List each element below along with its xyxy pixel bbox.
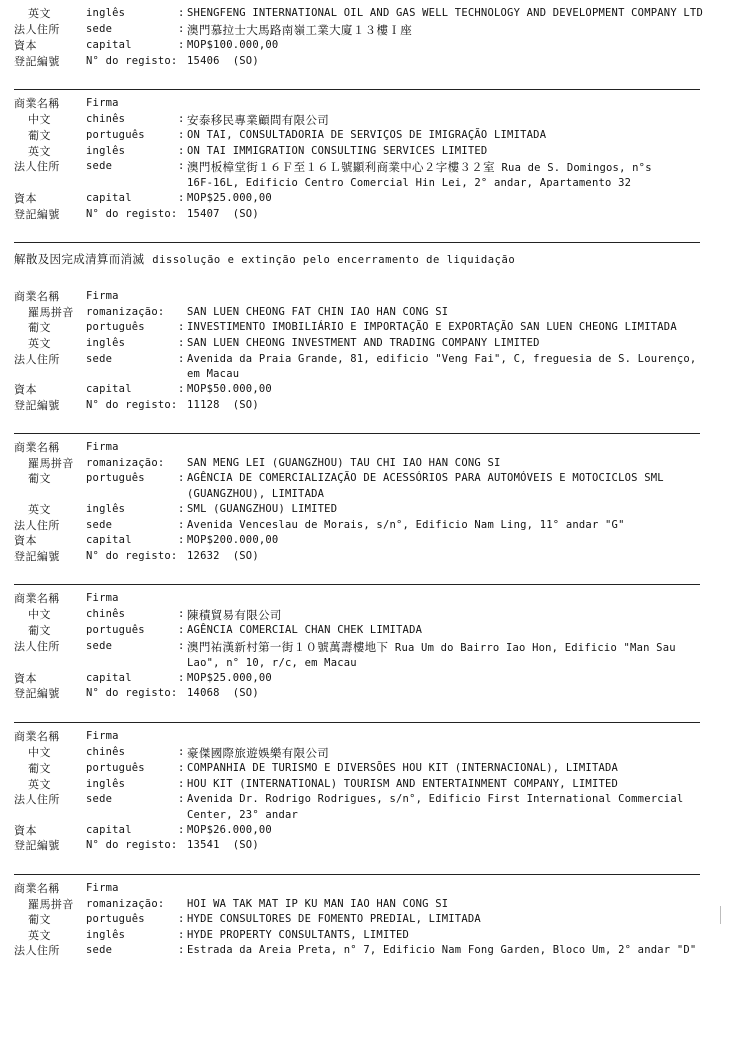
- label-portugues-cn: 葡文: [28, 761, 51, 775]
- value-registo: 15406 (SO): [187, 54, 259, 67]
- field-firma: [14, 96, 715, 112]
- value-sede: Avenida da Praia Grande, 81, edificio "Veng Fai", C, freguesia de S. Lourenço,: [187, 352, 697, 365]
- field-ingles: [14, 928, 715, 944]
- colon: :: [178, 472, 185, 485]
- label-ingles-cn: 英文: [28, 336, 51, 350]
- colon: :: [178, 7, 185, 19]
- colon: [178, 838, 187, 853]
- registry-entry: [0, 0, 729, 73]
- value-ingles: HYDE PROPERTY CONSULTANTS, LIMITED: [187, 928, 410, 941]
- colon: :: [178, 761, 185, 774]
- field-capital: [14, 533, 715, 549]
- colon: :: [178, 383, 185, 396]
- label-ingles-pt: inglês: [86, 928, 126, 941]
- label-ingles-pt: inglês: [86, 777, 126, 790]
- field-sede: [14, 639, 715, 656]
- label-registo-pt: N° do registo:: [86, 207, 178, 220]
- colon: :: [178, 129, 185, 142]
- label-firma-pt: Firma: [86, 592, 119, 605]
- value-capital: MOP$50.000,00: [187, 383, 272, 396]
- label-chines-pt: chinês: [86, 608, 126, 621]
- colon: :: [178, 793, 185, 806]
- value-sede: [187, 159, 715, 176]
- colon: :: [178, 518, 185, 531]
- field-portugues: [14, 128, 715, 144]
- label-ingles-pt: inglês: [86, 144, 126, 157]
- label-ingles-cn: 英文: [28, 777, 51, 791]
- field-registo: [14, 686, 715, 702]
- field-ingles: [14, 6, 715, 22]
- colon: [178, 207, 187, 222]
- field-chines: [14, 745, 715, 761]
- colon: [178, 305, 187, 320]
- field-portugues: [14, 623, 715, 639]
- field-sede: [14, 22, 715, 38]
- label-romanizacao-pt: romanização:: [86, 456, 165, 469]
- field-registo: [14, 549, 715, 565]
- colon: :: [178, 823, 185, 836]
- label-romanizacao-cn: 羅馬拼音: [28, 456, 74, 470]
- label-ingles-pt: inglês: [86, 336, 126, 349]
- label-portugues-cn: 葡文: [28, 624, 51, 638]
- label-registo-cn: 登記編號: [14, 839, 60, 853]
- label-firma-pt: Firma: [86, 97, 119, 110]
- label-registo-pt: N° do registo:: [86, 54, 178, 67]
- value-ingles: HOU KIT (INTERNATIONAL) TOURISM AND ENTERTAINMENT COMPANY, LIMITED: [187, 777, 619, 790]
- label-portugues-pt: português: [86, 472, 145, 485]
- field-sede: [14, 792, 715, 808]
- value-portugues: AGÊNCIA COMERCIAL CHAN CHEK LIMITADA: [187, 624, 423, 637]
- value-chines: 陳積貿易有限公司: [187, 608, 282, 623]
- colon: :: [178, 745, 185, 758]
- field-sede: [14, 943, 715, 959]
- value-sede: Estrada da Areia Preta, n° 7, Edificio Nam Fong Garden, Bloco Um, 2° andar "D": [187, 944, 697, 957]
- label-portugues-cn: 葡文: [28, 129, 51, 143]
- label-portugues-cn: 葡文: [28, 472, 51, 486]
- label-capital-pt: capital: [86, 383, 132, 396]
- label-ingles-cn: 英文: [28, 928, 51, 942]
- page-edge-mark: [710, 906, 721, 924]
- label-sede-pt: sede: [86, 160, 113, 173]
- colon: :: [178, 336, 185, 349]
- colon: [178, 897, 187, 912]
- label-chines-cn: 中文: [28, 608, 51, 622]
- label-sede-cn: 法人住所: [14, 518, 60, 532]
- label-portugues-pt: português: [86, 624, 145, 637]
- value-registo: 13541 (SO): [187, 839, 259, 852]
- label-portugues-cn: 葡文: [28, 913, 51, 927]
- label-sede-cn: 法人住所: [14, 944, 60, 958]
- field-capital: [14, 38, 715, 54]
- field-sede: [14, 159, 715, 176]
- value-ingles: ON TAI IMMIGRATION CONSULTING SERVICES LIMITED: [187, 144, 488, 157]
- colon: :: [178, 671, 185, 684]
- field-chines: [14, 607, 715, 623]
- field-portugues: [14, 761, 715, 777]
- label-registo-cn: 登記編號: [14, 687, 60, 701]
- label-portugues-pt: português: [86, 761, 145, 774]
- value-capital: MOP$100.000,00: [187, 38, 279, 51]
- value-romanizacao: SAN LUEN CHEONG FAT CHIN IAO HAN CONG SI: [187, 305, 449, 318]
- label-chines-cn: 中文: [28, 745, 51, 759]
- field-ingles: [14, 336, 715, 352]
- label-capital-pt: capital: [86, 534, 132, 547]
- field-romanizacao: [14, 305, 715, 321]
- field-portugues: [14, 471, 715, 487]
- label-sede-cn: 法人住所: [14, 352, 60, 366]
- value-registo: 15407 (SO): [187, 207, 259, 220]
- field-sede: [14, 352, 715, 368]
- value-sede: [187, 639, 715, 656]
- field-capital: [14, 382, 715, 398]
- value-sede-cjk: 澳門板樟堂街１６Ｆ至１６Ｌ號顯利商業中心２字樓３２室: [187, 160, 495, 175]
- label-capital-cn: 資本: [14, 534, 37, 548]
- colon: :: [178, 624, 185, 637]
- colon: :: [178, 352, 185, 365]
- field-capital: [14, 191, 715, 207]
- value-capital: MOP$200.000,00: [187, 534, 279, 547]
- label-portugues-pt: português: [86, 913, 145, 926]
- field-portugues: [14, 320, 715, 336]
- colon: :: [178, 608, 185, 621]
- label-portugues-pt: português: [86, 321, 145, 334]
- value-sede: 澳門慕拉士大馬路南嶺工業大廈１３樓Ｉ座: [187, 22, 413, 37]
- label-sede-pt: sede: [86, 793, 113, 806]
- label-registo-pt: N° do registo:: [86, 839, 178, 852]
- value-sede: Avenida Dr. Rodrigo Rodrigues, s/n°, Edificio First International Commercial: [187, 793, 684, 806]
- value-capital: MOP$25.000,00: [187, 192, 272, 205]
- label-chines-pt: chinês: [86, 112, 126, 125]
- label-romanizacao-cn: 羅馬拼音: [28, 897, 74, 911]
- label-firma-cn: 商業名稱: [14, 97, 60, 111]
- label-registo-cn: 登記編號: [14, 549, 60, 563]
- value-chines: 豪傑國際旅遊娛樂有限公司: [187, 745, 330, 760]
- label-sede-cn: 法人住所: [14, 639, 60, 653]
- colon: :: [178, 38, 185, 51]
- label-registo-cn: 登記編號: [14, 398, 60, 412]
- colon: [178, 686, 187, 701]
- colon: :: [178, 534, 185, 547]
- label-romanizacao-pt: romanização:: [86, 897, 165, 910]
- label-capital-cn: 資本: [14, 192, 37, 206]
- label-capital-cn: 資本: [14, 823, 37, 837]
- field-registo: [14, 54, 715, 70]
- field-registo: [14, 838, 715, 854]
- label-registo-pt: N° do registo:: [86, 398, 178, 411]
- colon: :: [178, 777, 185, 790]
- value-portugues: AGÊNCIA DE COMERCIALIZAÇÃO DE ACESSÓRIOS PARA AUTOMÓVEIS E MOTOCICLOS SML: [187, 472, 664, 485]
- field-romanizacao: [14, 456, 715, 472]
- colon: :: [178, 639, 185, 652]
- label-firma-pt: Firma: [86, 441, 119, 454]
- label-firma-cn: 商業名稱: [14, 592, 60, 606]
- label-firma-cn: 商業名稱: [14, 881, 60, 895]
- field-firma: [14, 289, 715, 305]
- field-firma: [14, 729, 715, 745]
- value-registo: 11128 (SO): [187, 398, 259, 411]
- registry-entry: [0, 434, 729, 568]
- field-ingles: [14, 502, 715, 518]
- field-ingles: [14, 777, 715, 793]
- field-portugues: [14, 912, 715, 928]
- value-registo: 12632 (SO): [187, 549, 259, 562]
- label-sede-pt: sede: [86, 639, 113, 652]
- value-sede: Avenida Venceslau de Morais, s/n°, Edificio Nam Ling, 11° andar "G": [187, 518, 625, 531]
- value-romanizacao: HOI WA TAK MAT IP KU MAN IAO HAN CONG SI: [187, 897, 449, 910]
- value-chines: 安泰移民專業顧問有限公司: [187, 112, 330, 127]
- field-sede: [14, 518, 715, 534]
- label-capital-pt: capital: [86, 823, 132, 836]
- label-sede-pt: sede: [86, 944, 113, 957]
- label-firma-pt: Firma: [86, 730, 119, 743]
- value-portugues: ON TAI, CONSULTADORIA DE SERVIÇOS DE IMIGRAÇÃO LIMITADA: [187, 129, 547, 142]
- label-chines-pt: chinês: [86, 745, 126, 758]
- label-sede-cn: 法人住所: [14, 160, 60, 174]
- registry-entry: [0, 723, 729, 858]
- label-capital-cn: 資本: [14, 383, 37, 397]
- registry-entry: [0, 90, 729, 226]
- section-heading-cn: 解散及因完成清算而消滅: [14, 252, 145, 267]
- label-portugues-pt: português: [86, 129, 145, 142]
- colon: :: [178, 22, 185, 35]
- label-sede-cn: 法人住所: [14, 793, 60, 807]
- field-romanizacao: [14, 897, 715, 913]
- label-capital-cn: 資本: [14, 671, 37, 685]
- label-firma-pt: Firma: [86, 290, 119, 303]
- label-sede-pt: sede: [86, 518, 113, 531]
- colon: :: [178, 928, 185, 941]
- label-chines-cn: 中文: [28, 112, 51, 126]
- field-capital: [14, 823, 715, 839]
- label-registo-cn: 登記編號: [14, 207, 60, 221]
- value-sede-continuation: Lao", n° 10, r/c, em Macau: [187, 656, 357, 669]
- colon: [178, 398, 187, 413]
- label-ingles-cn: 英文: [28, 144, 51, 158]
- field-registo: [14, 207, 715, 223]
- colon: :: [178, 112, 185, 125]
- colon: [178, 549, 187, 564]
- value-sede-continuation: 16F-16L, Edificio Centro Comercial Hin Lei, 2° andar, Apartamento 32: [187, 177, 632, 190]
- colon: :: [178, 913, 185, 926]
- field-ingles: [14, 144, 715, 160]
- value-sede-continuation: em Macau: [187, 368, 240, 381]
- section-heading: [0, 243, 729, 273]
- label-capital-cn: 資本: [14, 38, 37, 52]
- value-romanizacao: SAN MENG LEI (GUANGZHOU) TAU CHI IAO HAN CONG SI: [187, 456, 501, 469]
- colon: :: [178, 192, 185, 205]
- label-romanizacao-cn: 羅馬拼音: [28, 305, 74, 319]
- value-portugues: INVESTIMENTO IMOBILIÁRIO E IMPORTAÇÃO E EXPORTAÇÃO SAN LUEN CHEONG LIMITADA: [187, 321, 677, 334]
- label-registo-pt: N° do registo:: [86, 549, 178, 562]
- label-capital-pt: capital: [86, 38, 132, 51]
- value-portugues-continuation: (GUANGZHOU), LIMITADA: [187, 488, 325, 501]
- label-registo-cn: 登記編號: [14, 54, 60, 68]
- label-firma-cn: 商業名稱: [14, 730, 60, 744]
- label-portugues-cn: 葡文: [28, 321, 51, 335]
- label-ingles-cn: 英文: [28, 503, 51, 516]
- value-capital: MOP$26.000,00: [187, 823, 272, 836]
- value-sede-latin: Rua de S. Domingos, n°s: [494, 162, 652, 175]
- label-sede-cn: 法人住所: [14, 22, 60, 36]
- registry-entry: [0, 875, 729, 963]
- label-capital-pt: capital: [86, 192, 132, 205]
- field-registo: [14, 398, 715, 414]
- label-sede-pt: sede: [86, 22, 113, 35]
- label-firma-cn: 商業名稱: [14, 290, 60, 304]
- value-ingles: SAN LUEN CHEONG INVESTMENT AND TRADING COMPANY LIMITED: [187, 336, 540, 349]
- registry-entry: [0, 585, 729, 706]
- label-firma-cn: 商業名稱: [14, 441, 60, 455]
- colon: :: [178, 144, 185, 157]
- value-capital: MOP$25.000,00: [187, 671, 272, 684]
- label-ingles-pt: inglês: [86, 7, 126, 19]
- registry-entry: [0, 283, 729, 417]
- colon: :: [178, 944, 185, 957]
- section-heading-pt: dissolução e extinção pelo encerramento de liquidação: [152, 254, 516, 267]
- label-ingles-pt: inglês: [86, 503, 126, 515]
- value-ingles: SML (GUANGZHOU) LIMITED: [187, 503, 338, 515]
- value-registo: 14068 (SO): [187, 687, 259, 700]
- colon: :: [178, 503, 185, 515]
- label-capital-pt: capital: [86, 671, 132, 684]
- label-ingles-cn: 英文: [28, 7, 51, 20]
- label-registo-pt: N° do registo:: [86, 687, 178, 700]
- colon: [178, 456, 187, 471]
- field-firma: [14, 881, 715, 897]
- field-firma: [14, 591, 715, 607]
- label-romanizacao-pt: romanização:: [86, 305, 165, 318]
- label-firma-pt: Firma: [86, 881, 119, 894]
- field-firma: [14, 440, 715, 456]
- colon: :: [178, 321, 185, 334]
- colon: :: [178, 160, 185, 173]
- value-portugues: COMPANHIA DE TURISMO E DIVERSÕES HOU KIT (INTERNACIONAL), LIMITADA: [187, 761, 619, 774]
- value-sede-latin: Rua Um do Bairro Iao Hon, Edificio "Man Sau: [388, 641, 676, 654]
- value-portugues: HYDE CONSULTORES DE FOMENTO PREDIAL, LIMITADA: [187, 913, 481, 926]
- value-sede-cjk: 澳門祐漢新村第一街１０號萬壽樓地下: [187, 639, 389, 654]
- value-ingles: SHENGFENG INTERNATIONAL OIL AND GAS WELL TECHNOLOGY AND DEVELOPMENT COMPANY LTD: [187, 7, 703, 19]
- field-chines: [14, 112, 715, 128]
- field-capital: [14, 671, 715, 687]
- value-sede-continuation: Center, 23° andar: [187, 808, 299, 821]
- label-sede-pt: sede: [86, 352, 113, 365]
- colon: [178, 54, 187, 69]
